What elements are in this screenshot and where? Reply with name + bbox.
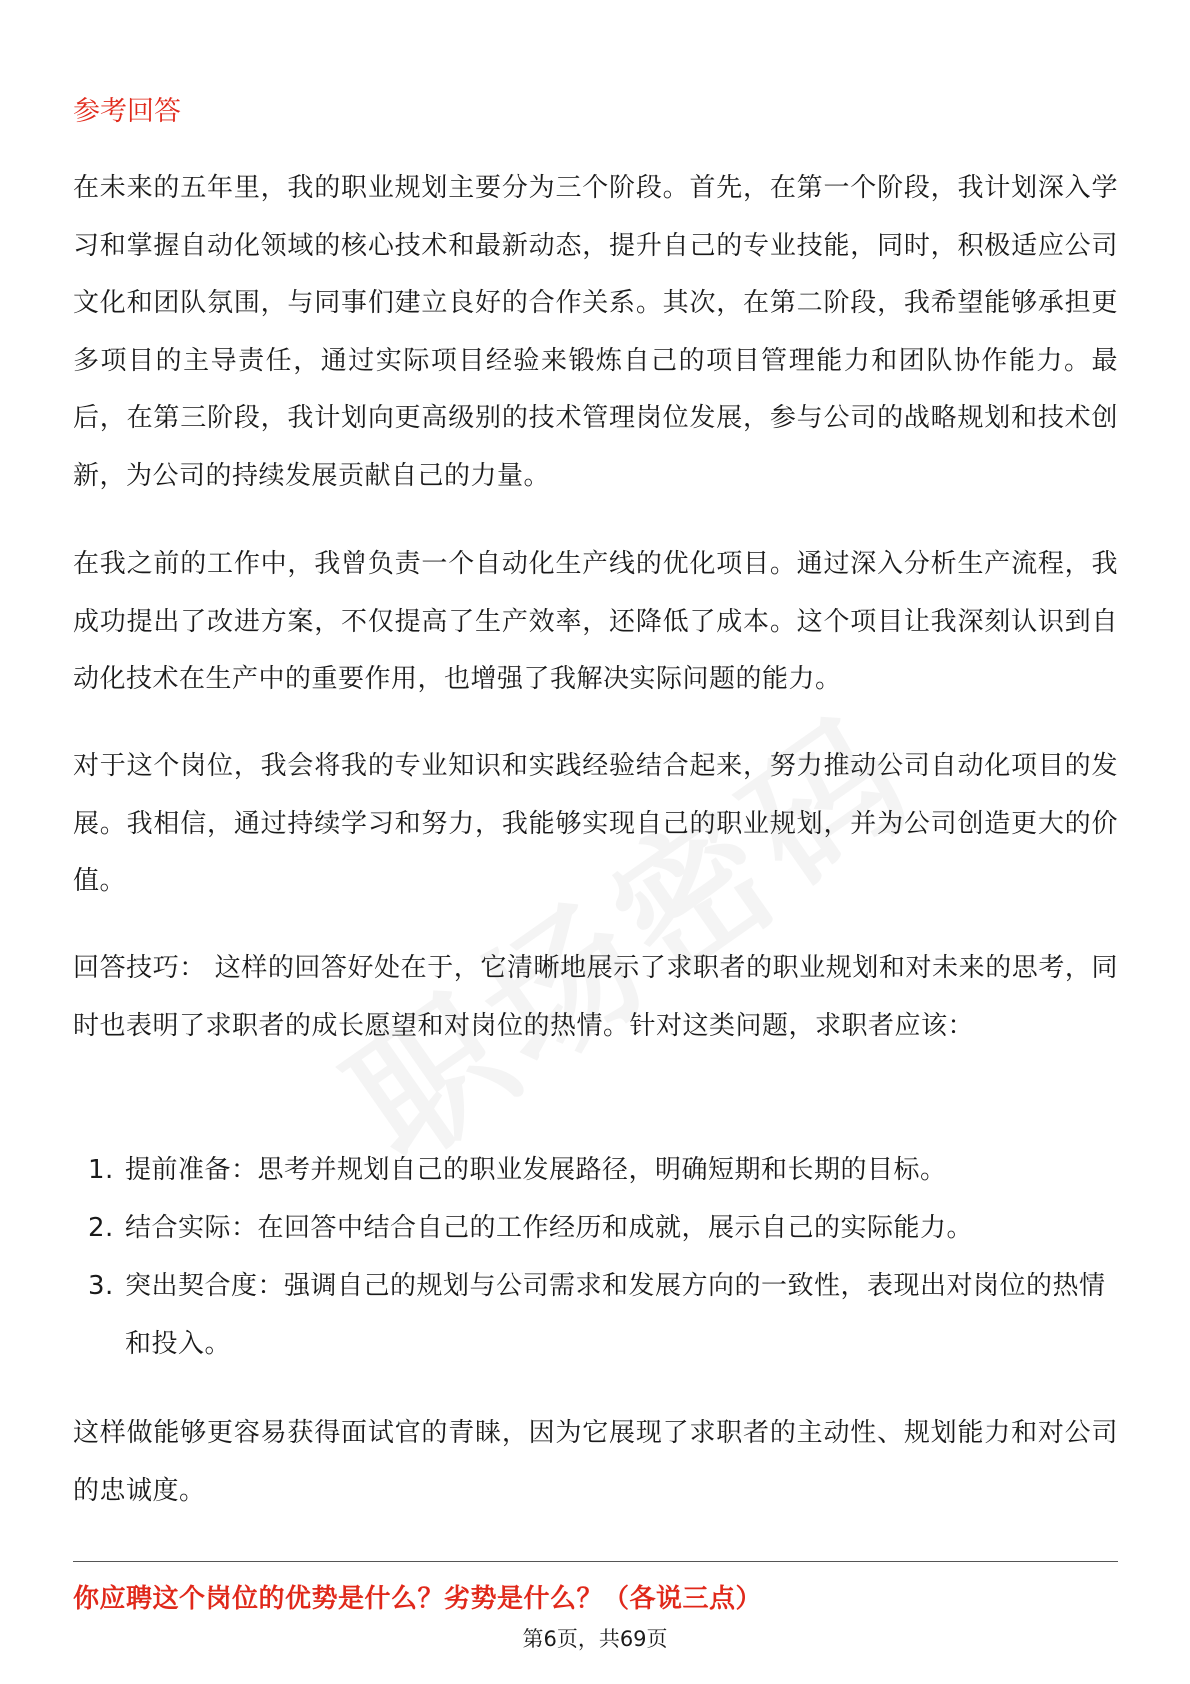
list-item-text: 结合实际：在回答中结合自己的工作经历和成就，展示自己的实际能力。 — [125, 1213, 974, 1243]
tips-list — [73, 1141, 1118, 1373]
tips-intro-paragraph: 回答技巧： 这样的回答好处在于，它清晰地展示了求职者的职业规划和对未来的思考，同时也表明了求职者的成长愿望和对岗位的热情。针对这类问题，求职者应该： — [73, 953, 1118, 1041]
page-number: 第6页，共69页 — [522, 1627, 668, 1651]
section-heading: 参考回答 — [73, 96, 181, 127]
list-item-text: 提前准备：思考并规划自己的职业发展路径，明确短期和长期的目标。 — [125, 1155, 947, 1185]
closing-paragraph: 这样做能够更容易获得面试官的青睐，因为它展现了求职者的主动性、规划能力和对公司的忠诚度。 — [73, 1418, 1118, 1506]
answer-paragraph-1: 在未来的五年里，我的职业规划主要分为三个阶段。首先，在第一个阶段，我计划深入学习和掌握自动化领域的核心技术和最新动态，提升自己的专业技能，同时，积极适应公司文化和团队氛围，与同事们建立良好的合作关系。其次，在第二阶段，我希望能够承担更多项目的主导责任，通过实际项目经验来锻炼自己的项目管理能力和团队协作能力。最后，在第三阶段，我计划向更高级别的技术管理岗位发展，参与公司的战略规划和技术创新，为公司的持续发展贡献自己的力量。 — [73, 173, 1118, 491]
list-item — [73, 1199, 1118, 1257]
list-item-number: 1. — [88, 1155, 114, 1185]
list-item — [73, 1141, 1118, 1199]
list-item-text: 突出契合度：强调自己的规划与公司需求和发展方向的一致性，表现出对岗位的热情和投入。 — [125, 1271, 1106, 1359]
list-item-number: 2. — [88, 1213, 114, 1243]
answer-paragraph-3: 对于这个岗位，我会将我的专业知识和实践经验结合起来，努力推动公司自动化项目的发展。我相信，通过持续学习和努力，我能够实现自己的职业规划，并为公司创造更大的价值。 — [73, 751, 1118, 896]
answer-paragraph-2: 在我之前的工作中，我曾负责一个自动化生产线的优化项目。通过深入分析生产流程，我成功提出了改进方案，不仅提高了生产效率，还降低了成本。这个项目让我深刻认识到自动化技术在生产中的重要作用，也增强了我解决实际问题的能力。 — [73, 549, 1118, 694]
list-item — [73, 1257, 1118, 1373]
list-item-number: 3. — [88, 1271, 114, 1301]
divider — [73, 1561, 1118, 1562]
next-question-heading: 你应聘这个岗位的优势是什么？劣势是什么？（各说三点） — [73, 1584, 763, 1614]
